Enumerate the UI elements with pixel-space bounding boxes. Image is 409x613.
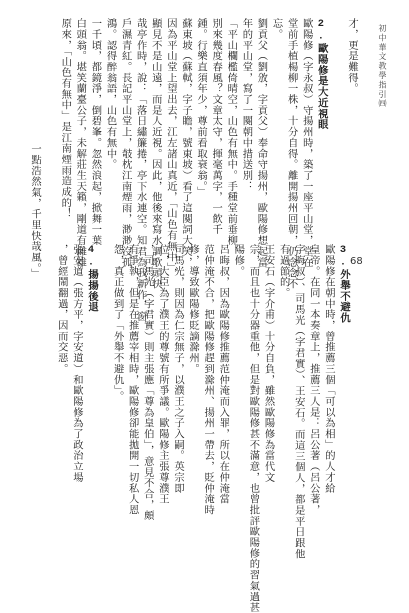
upper_left-line: 鍾。行樂直須年少，尊前看取衰翁。」 [194, 18, 207, 198]
upper_left-line: 一千頃，都鏡淨，倒碧峯。忽然浪起，掀舞一葉 [88, 18, 101, 246]
lower_right-line: 有爭執，但是在推薦宰相時，歐陽修卻能拋開一切私人恩 [125, 244, 138, 516]
upper_left-line: 「平山欄檻倚晴空，山色有無中。手種堂前垂柳， [224, 18, 237, 257]
upper_left-line: 歐陽修（字永叔）守揚州時，築了一座平山堂，堂在 [299, 18, 312, 268]
upper_left-line: 劉貢父（劉攽，字貢父）奉命守揚州，歐陽修想起當 [254, 18, 267, 268]
upper_left-line: 一點浩然氣，千里快哉風。」 [28, 18, 41, 280]
upper_left-line: 顯見不是山遠，而是人近視。因此，他後來寫水調歌頭快 [148, 18, 161, 290]
lower_left-line: ，曾經鬧翻過，因而交惡。 [54, 244, 67, 375]
upper_left-line: 才，更是難得。 [345, 18, 357, 94]
upper_left-line: 蘇東坡（蘇軾，字子瞻，號東坡）看了這闋詞大笑， [178, 18, 191, 268]
lower_left-line: 4.揚揚後退 [85, 244, 97, 313]
lower_right-line: 王安石（字介甫）十分自負，雖然歐陽修為當代文 [261, 244, 274, 483]
upper_left-line: 鴻。認得醉翁語，山色有無中。 [103, 18, 116, 170]
upper_left-line: 原來，「山色有無中」是江南煙雨造成的！ [58, 18, 71, 219]
lower_left-line: 張安道（張方平，字安道）和歐陽修為了政治立場 [69, 244, 82, 483]
lower_right-line: 有過節的。 [276, 244, 289, 299]
upper_left-line: 2.歐陽修是大近視眼 [314, 18, 327, 130]
lower_right-line: 位，大臣為了濮王的尊號有所爭議。歐陽修主張尊濮王 [155, 244, 168, 505]
lower-right-text-block [105, 244, 350, 613]
lower_right-line: 宗，而且也十分器重他，但是對歐陽修甚不滿意，也曾批評歐陽修的習氣過甚 [246, 244, 259, 613]
page-number: 68 [350, 256, 363, 267]
upper_left-line: 哉亭作時，說：「落日繡簾捲，亭下水連空。知君為我新作，窗 [133, 18, 146, 322]
lower_right-line: 范仲淹不合，把歐陽修趕到滁州、揚州一帶去，貶仲淹時 [201, 244, 214, 516]
lower_right-line: 皇帝。在同一本奏章上，推薦三人是：呂公著（呂公著， [306, 244, 319, 516]
upper_left-line: 因為平山堂上望出去，江左諸山真近，「山色有無中」， [163, 18, 176, 279]
lower_right-line: 司馬光，則因為仁宗無子，以濮王之子入嗣。英宗即 [170, 244, 183, 494]
lower_right-line: 字晦叔）、司馬光（字君實）、王安石。而這三個人，都是平日跟他 [291, 244, 304, 560]
lower-left-text-block [18, 244, 98, 483]
lower_right-line: 陽修。 [231, 244, 244, 277]
upper_left-line: 戶濕青紅。長記平山堂上，攲枕江南煙雨，渺渺沒孤 [118, 18, 131, 268]
lower_right-line: 歐陽修在朝中時，曾推薦三個「可以為相」的人才給 [321, 244, 334, 494]
upper_left-line: 堂前手植楊柳一株，十分自得。離開揚州回朝，仍念念不 [284, 18, 297, 290]
upper_left-line: 白頭翁。堪笑蘭臺公子，未解莊生天籟，剛道有雌雄 [73, 18, 86, 268]
upper_left-line: 別來幾度春風？文章太守，揮毫萬字，一飲千 [209, 18, 222, 235]
lower_right-line: 3.外舉不避仇 [337, 244, 349, 324]
upper_left-line: 年的平山堂，寫了一闋朝中措送別： [239, 18, 252, 192]
lower_right-line: 怨，真正做到了「外舉不避仇」。 [110, 244, 123, 402]
lower_right-line: 呂晦叔，因為歐陽修推薦范仲淹而入罪，所以在仲淹當 [216, 244, 229, 505]
upper_left-line: 忘。 [269, 18, 282, 40]
lower_right-line: ，司馬光（字君實）則主張應「尊為皇伯」，意見不合，頗 [140, 244, 153, 521]
lower_right-line: 修，導致歐陽修貶謫滁州。 [186, 244, 199, 375]
book-title: 初中華文教學指引㈣ [378, 24, 387, 109]
